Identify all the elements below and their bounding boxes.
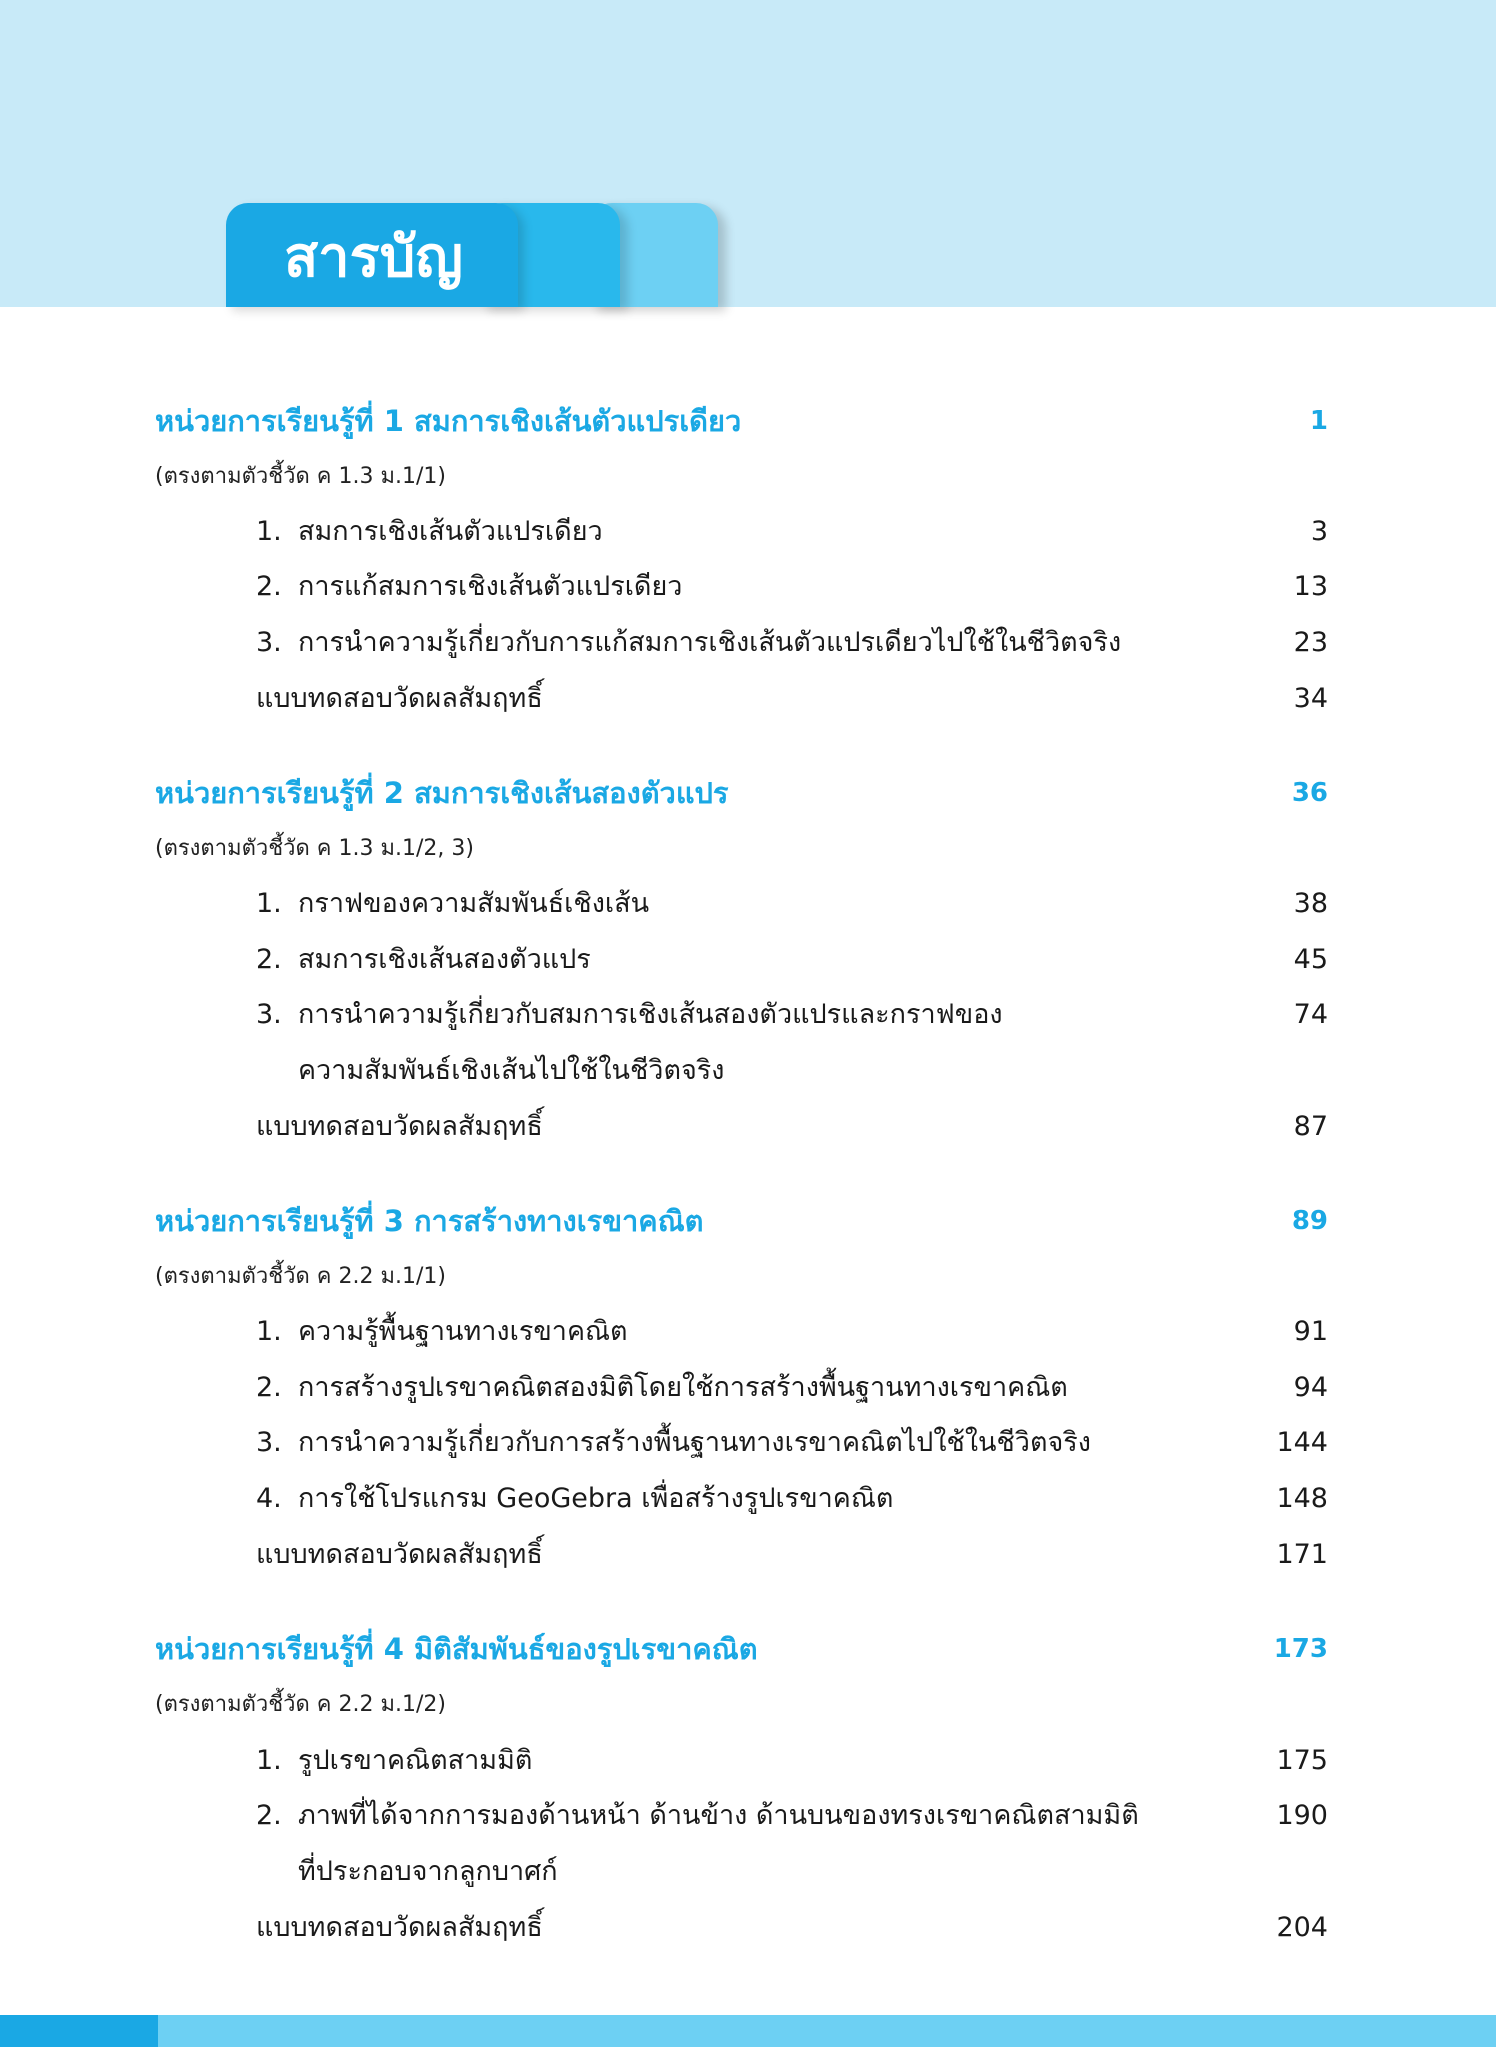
unit-3-item-2[interactable]: [256, 1363, 1068, 1413]
unit-4-test[interactable]: แบบทดสอบวัดผลสัมฤทธิ์: [256, 1912, 543, 1943]
item-label: การใช้โปรแกรม GeoGebra เพื่อสร้างรูปเรขาคณิต: [298, 1483, 894, 1514]
unit-1-item-3-page: 23: [1293, 627, 1328, 658]
unit-3-item-4-page: 148: [1276, 1483, 1328, 1514]
unit-1-item-3[interactable]: [256, 618, 1121, 668]
unit-3-item-1-page: 91: [1293, 1316, 1328, 1347]
unit-4-item-2-page: 190: [1276, 1800, 1328, 1831]
unit-4-indicator: (ตรงตามตัวชี้วัด ค 2.2 ม.1/2): [155, 1692, 446, 1717]
unit-3-indicator: (ตรงตามตัวชี้วัด ค 2.2 ม.1/1): [155, 1264, 446, 1289]
unit-3-item-4[interactable]: [256, 1474, 893, 1524]
footer-band-accent: [0, 2015, 158, 2047]
item-label: การสร้างรูปเรขาคณิตสองมิติโดยใช้การสร้างพื้นฐานทางเรขาคณิต: [298, 1372, 1068, 1403]
item-label: รูปเรขาคณิตสามมิติ: [298, 1745, 533, 1776]
unit-1-item-1[interactable]: [256, 507, 603, 557]
unit-4-item-2[interactable]: [256, 1791, 1139, 1841]
unit-1-test[interactable]: แบบทดสอบวัดผลสัมฤทธิ์: [256, 683, 543, 714]
unit-2-item-3[interactable]: [256, 990, 1003, 1040]
unit-2-item-2-page: 45: [1293, 944, 1328, 975]
footer-band: [0, 2015, 1496, 2047]
item-label: ภาพที่ได้จากการมองด้านหน้า ด้านข้าง ด้านบนของทรงเรขาคณิตสามมิติ: [298, 1800, 1139, 1831]
unit-2-item-1-page: 38: [1293, 888, 1328, 919]
unit-2-test[interactable]: แบบทดสอบวัดผลสัมฤทธิ์: [256, 1111, 543, 1142]
unit-3-item-2-page: 94: [1293, 1372, 1328, 1403]
item-number: 3.: [256, 627, 282, 658]
unit-1-item-1-page: 3: [1310, 516, 1328, 547]
unit-3-page: 89: [1291, 1206, 1328, 1236]
unit-3-item-1[interactable]: [256, 1307, 628, 1357]
item-number: 1.: [256, 888, 282, 919]
unit-2-test-page: 87: [1293, 1111, 1328, 1142]
item-label: สมการเชิงเส้นสองตัวแปร: [298, 944, 591, 975]
item-label: สมการเชิงเส้นตัวแปรเดียว: [298, 516, 603, 547]
unit-4-title[interactable]: หน่วยการเรียนรู้ที่ 4 มิติสัมพันธ์ของรูปเรขาคณิต: [155, 1632, 758, 1666]
unit-2-indicator: (ตรงตามตัวชี้วัด ค 1.3 ม.1/2, 3): [155, 836, 474, 861]
unit-2-title[interactable]: หน่วยการเรียนรู้ที่ 2 สมการเชิงเส้นสองตัวแปร: [155, 776, 729, 810]
item-label: การแก้สมการเชิงเส้นตัวแปรเดียว: [298, 571, 683, 602]
unit-2-item-1[interactable]: [256, 879, 649, 929]
item-label: กราฟของความสัมพันธ์เชิงเส้น: [298, 888, 650, 919]
item-number: 2.: [256, 571, 282, 602]
item-label: การนำความรู้เกี่ยวกับการสร้างพื้นฐานทางเรขาคณิตไปใช้ในชีวิตจริง: [298, 1427, 1091, 1458]
item-number: 2.: [256, 1800, 282, 1831]
unit-1-indicator: (ตรงตามตัวชี้วัด ค 1.3 ม.1/1): [155, 464, 446, 489]
item-number: 1.: [256, 516, 282, 547]
item-label: การนำความรู้เกี่ยวกับสมการเชิงเส้นสองตัวแปรและกราฟของ: [298, 999, 1003, 1030]
unit-4-item-1-page: 175: [1276, 1745, 1328, 1776]
item-label: การนำความรู้เกี่ยวกับการแก้สมการเชิงเส้นตัวแปรเดียวไปใช้ในชีวิตจริง: [298, 627, 1122, 658]
unit-2-page: 36: [1291, 778, 1328, 808]
unit-1-title[interactable]: หน่วยการเรียนรู้ที่ 1 สมการเชิงเส้นตัวแปรเดียว: [155, 404, 742, 438]
unit-1-page: 1: [1309, 406, 1328, 436]
unit-4-page: 173: [1273, 1634, 1328, 1664]
unit-3-item-3-page: 144: [1276, 1427, 1328, 1458]
unit-1-item-2[interactable]: [256, 562, 682, 612]
unit-3-test-page: 171: [1276, 1539, 1328, 1570]
item-number: 3.: [256, 999, 282, 1030]
item-number: 2.: [256, 944, 282, 975]
unit-1-test-page: 34: [1293, 683, 1328, 714]
item-number: 1.: [256, 1745, 282, 1776]
unit-4-item-1[interactable]: [256, 1736, 532, 1786]
item-number: 2.: [256, 1372, 282, 1403]
item-number: 1.: [256, 1316, 282, 1347]
unit-3-title[interactable]: หน่วยการเรียนรู้ที่ 3 การสร้างทางเรขาคณิต: [155, 1204, 704, 1238]
header-band: [0, 0, 1496, 307]
unit-3-test[interactable]: แบบทดสอบวัดผลสัมฤทธิ์: [256, 1539, 543, 1570]
item-label: ความรู้พื้นฐานทางเรขาคณิต: [298, 1316, 628, 1347]
unit-4-item-2-continued[interactable]: ที่ประกอบจากลูกบาศก์: [298, 1856, 558, 1887]
unit-4-test-page: 204: [1276, 1912, 1328, 1943]
unit-2-item-3-page: 74: [1293, 999, 1328, 1030]
item-number: 4.: [256, 1483, 282, 1514]
unit-2-item-2[interactable]: [256, 935, 591, 985]
page-title: สารบัญ: [284, 225, 463, 290]
unit-2-item-3-continued[interactable]: ความสัมพันธ์เชิงเส้นไปใช้ในชีวิตจริง: [298, 1055, 725, 1086]
unit-1-item-2-page: 13: [1293, 571, 1328, 602]
item-number: 3.: [256, 1427, 282, 1458]
unit-3-item-3[interactable]: [256, 1418, 1091, 1468]
